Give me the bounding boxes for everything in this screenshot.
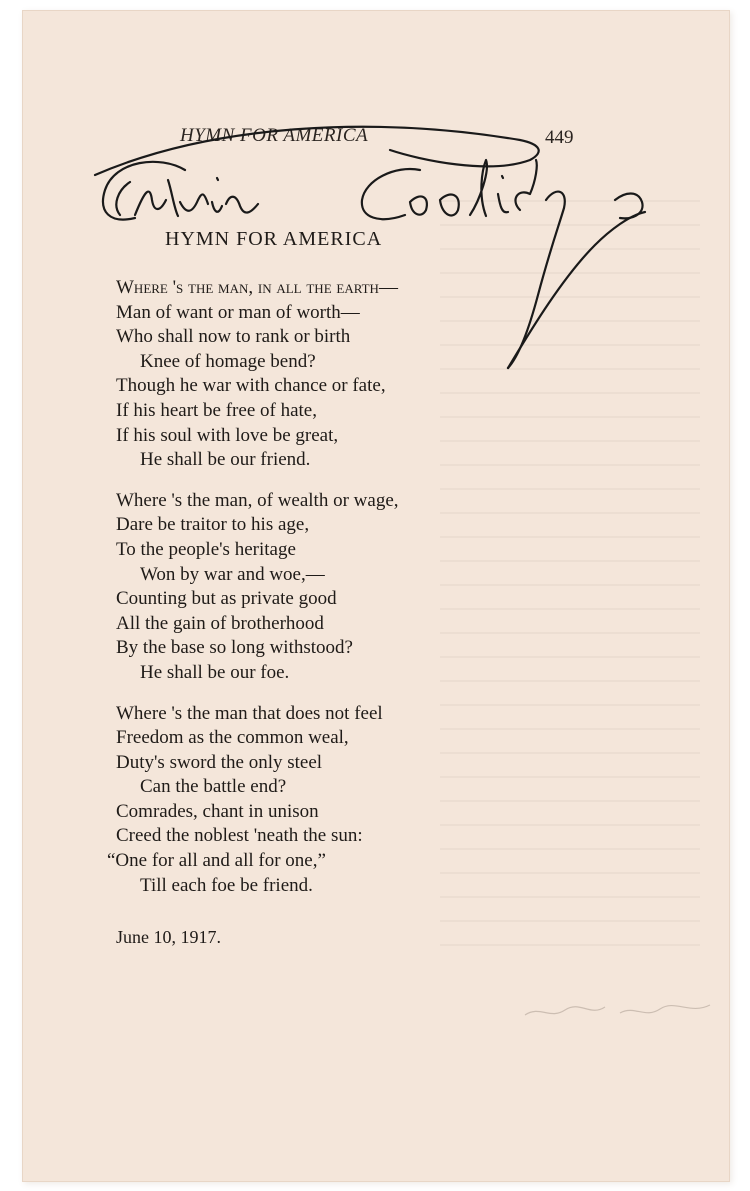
poem-line: By the base so long withstood? [116, 637, 353, 659]
handwritten-signature [90, 120, 670, 380]
poem-line: Duty's sword the only steel [116, 751, 323, 773]
running-head: HYMN FOR AMERICA [180, 125, 369, 146]
poem-line: He shall be our friend. [140, 449, 311, 471]
poem-title: HYMN FOR AMERICA [165, 228, 383, 250]
page-number: 449 [545, 127, 574, 148]
poem-line: Dare be traitor to his age, [116, 514, 310, 536]
faint-pencil-marks [520, 985, 720, 1035]
poem-line: Freedom as the common weal, [116, 727, 349, 749]
poem-line: “One for all and all for one,” [107, 850, 326, 872]
poem-line: Creed the noblest 'neath the sun: [116, 825, 363, 847]
poem-line: All the gain of brotherhood [116, 612, 324, 634]
poem-line: Won by war and woe,— [140, 563, 325, 585]
poem-date: June 10, 1917. [116, 927, 221, 947]
poem-line: Knee of homage bend? [140, 350, 316, 372]
stanza-3 [107, 702, 536, 899]
poem-line: If his soul with love be great, [116, 424, 339, 446]
poem-line: Though he war with chance or fate, [116, 375, 386, 397]
poem-line: Counting but as private good [116, 588, 337, 610]
poem-line-text: Where 's the man, in all the earth— [116, 277, 398, 298]
poem-line: To the people's heritage [116, 538, 296, 560]
poem-line: Comrades, chant in unison [116, 800, 319, 822]
poem-line: Who shall now to rank or birth [116, 326, 351, 348]
poem-line: Till each foe be friend. [140, 874, 313, 896]
poem-line: Where 's the man that does not feel [116, 702, 383, 724]
poem-line: If his heart be free of hate, [116, 399, 317, 421]
poem-line: He shall be our foe. [140, 661, 290, 683]
poem-line: Man of want or man of worth— [116, 301, 360, 323]
stanza-2 [116, 489, 536, 686]
poem-line: Where 's the man, of wealth or wage, [116, 489, 399, 511]
poem-line: Can the battle end? [140, 776, 287, 798]
